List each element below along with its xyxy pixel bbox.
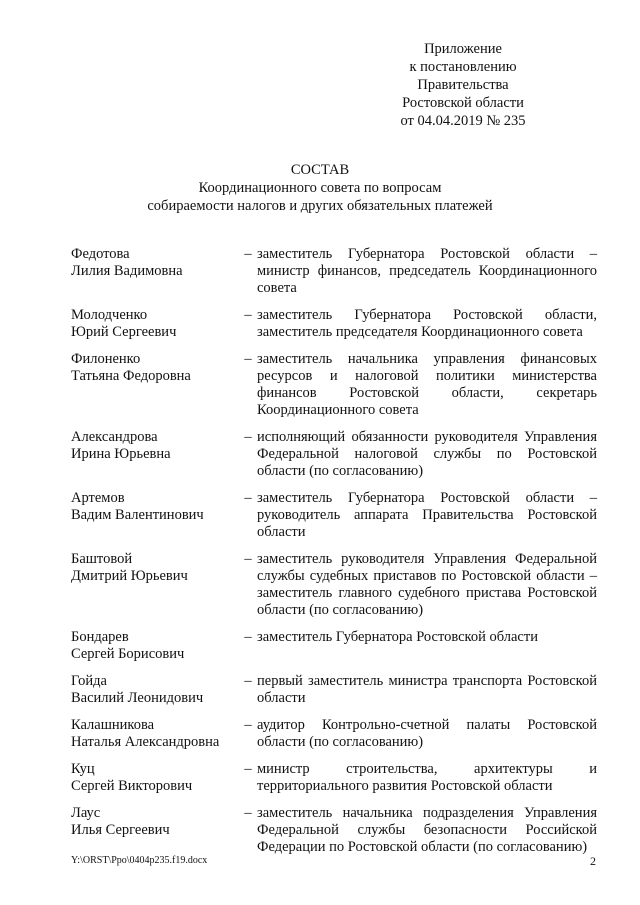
member-given-name: Татьяна Федоровна [71, 368, 191, 384]
member-dash: – [244, 629, 252, 645]
member-role: заместитель Губернатора Ростовской области – министр финансов, председатель Координационного совета [257, 246, 597, 296]
document-title: СОСТАВ [290, 162, 350, 178]
member-role: первый заместитель министра транспорта Ростовской области [257, 673, 597, 706]
member-given-name: Ирина Юрьевна [71, 446, 171, 462]
member-dash: – [244, 717, 252, 733]
member-row [71, 551, 597, 619]
footer-file-path: Y:\ORST\Ppo\0404p235.f19.docx [71, 855, 208, 866]
appendix-line: от 04.04.2019 № 235 [400, 113, 526, 129]
member-row [71, 246, 597, 297]
members-list [71, 246, 597, 866]
member-given-name: Юрий Сергеевич [71, 324, 177, 340]
member-row [71, 805, 597, 856]
member-given-name: Василий Леонидович [71, 690, 204, 706]
member-surname: Артемов [71, 490, 125, 506]
member-surname: Молодченко [71, 307, 148, 323]
member-name [71, 490, 239, 541]
member-dash: – [244, 246, 252, 262]
member-row [71, 351, 597, 419]
member-name [71, 307, 239, 341]
member-name [71, 351, 239, 419]
member-given-name: Дмитрий Юрьевич [71, 568, 188, 584]
member-surname: Бондарев [71, 629, 129, 645]
document-subtitle-line-1: Координационного совета по вопросам [198, 180, 442, 196]
member-given-name: Наталья Александровна [71, 734, 220, 750]
appendix-line: к постановлению [409, 59, 517, 75]
member-given-name: Сергей Викторович [71, 778, 193, 794]
appendix-line: Приложение [424, 41, 502, 57]
page-number: 2 [590, 854, 596, 868]
member-role: заместитель начальника подразделения Управления Федеральной службы безопасности Российской Федерации по Ростовской области (по согласованию) [257, 805, 597, 855]
member-name [71, 551, 239, 619]
member-row [71, 429, 597, 480]
member-row [71, 673, 597, 707]
member-name [71, 629, 239, 663]
member-name [71, 673, 239, 707]
member-role: заместитель Губернатора Ростовской области – руководитель аппарата Правительства Ростовской области [257, 490, 597, 540]
member-dash: – [244, 551, 252, 567]
member-surname: Филоненко [71, 351, 141, 367]
document-heading [0, 161, 640, 215]
member-row [71, 490, 597, 541]
member-row [71, 761, 597, 795]
member-role: аудитор Контрольно-счетной палаты Ростовской области (по согласованию) [257, 717, 597, 750]
member-name [71, 246, 239, 297]
member-role: исполняющий обязанности руководителя Управления Федеральной налоговой службы по Ростовской области (по согласованию) [257, 429, 597, 479]
member-name [71, 805, 239, 856]
member-dash: – [244, 307, 252, 323]
member-surname: Гойда [71, 673, 107, 689]
appendix-line: Ростовской области [402, 95, 524, 111]
document-subtitle-line-2: собираемости налогов и других обязательных платежей [147, 198, 493, 214]
member-dash: – [244, 429, 252, 445]
member-role: заместитель начальника управления финансовых ресурсов и налоговой политики министерства финансов Ростовской области, секретарь Координационного совета [257, 351, 597, 418]
member-dash: – [244, 351, 252, 367]
member-role: заместитель руководителя Управления Федеральной службы судебных приставов по Ростовской области – заместитель главного судебного пристава Ростовской области (по согласованию) [257, 551, 597, 618]
member-row [71, 717, 597, 751]
member-role: заместитель Губернатора Ростовской области [257, 629, 538, 645]
member-surname: Александрова [71, 429, 158, 445]
appendix-line: Правительства [417, 77, 509, 93]
member-dash: – [244, 805, 252, 821]
member-given-name: Вадим Валентинович [71, 507, 204, 523]
member-given-name: Илья Сергеевич [71, 822, 170, 838]
member-surname: Федотова [71, 246, 130, 262]
member-name [71, 761, 239, 795]
member-surname: Лаус [71, 805, 101, 821]
member-row [71, 307, 597, 341]
member-given-name: Сергей Борисович [71, 646, 185, 662]
member-dash: – [244, 673, 252, 689]
member-role: заместитель Губернатора Ростовской области, заместитель председателя Координационного совета [257, 307, 597, 340]
member-role: министр строительства, архитектуры и территориального развития Ростовской области [257, 761, 597, 794]
member-dash: – [244, 761, 252, 777]
appendix-block [363, 40, 563, 130]
member-given-name: Лилия Вадимовна [71, 263, 183, 279]
member-surname: Куц [71, 761, 95, 777]
member-dash: – [244, 490, 252, 506]
member-name [71, 717, 239, 751]
member-surname: Калашникова [71, 717, 155, 733]
member-name [71, 429, 239, 480]
member-surname: Баштовой [71, 551, 133, 567]
member-row [71, 629, 597, 663]
